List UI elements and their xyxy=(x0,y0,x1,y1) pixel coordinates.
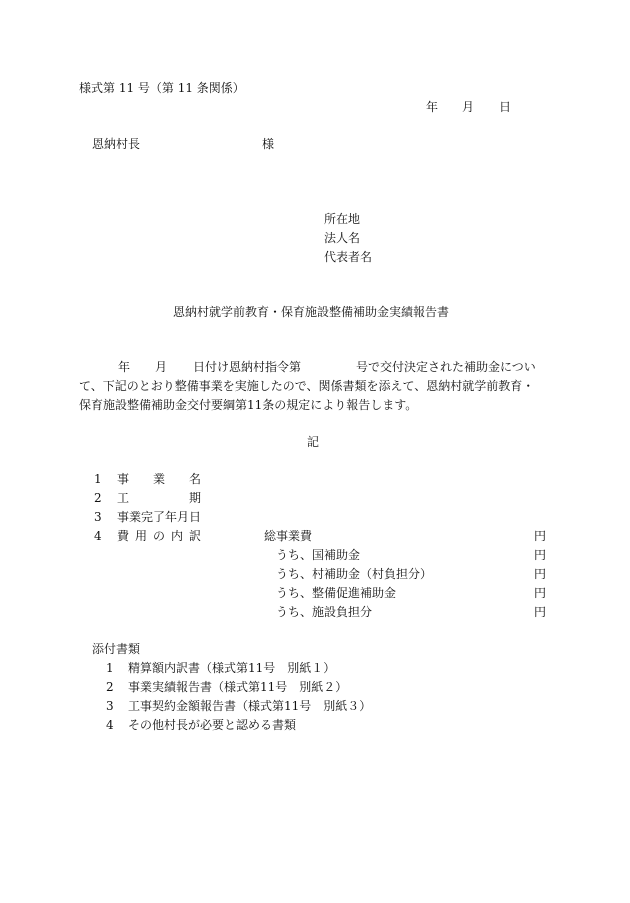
item-char: 用 xyxy=(135,529,148,543)
item-char: 工 xyxy=(117,491,130,505)
item-number: 4 xyxy=(94,529,102,543)
attachment-number: 3 xyxy=(106,699,114,713)
addressee-name: 恩納村長 xyxy=(92,137,141,151)
attachment-text: 精算額内訳書（様式第11号 別紙１） xyxy=(128,661,336,675)
body-year: 年 xyxy=(118,360,131,374)
cost-label: うち、村補助金（村負担分） xyxy=(276,567,433,581)
cost-unit: 円 xyxy=(534,586,547,600)
attachments-heading: 添付書類 xyxy=(92,642,141,656)
attachment-number: 1 xyxy=(106,661,114,675)
cost-label: うち、整備促進補助金 xyxy=(276,586,397,600)
item-char: 事 xyxy=(117,472,130,486)
cost-label: うち、国補助金 xyxy=(276,548,361,562)
item-char: 費 xyxy=(117,529,130,543)
cost-unit: 円 xyxy=(534,605,547,619)
body-line2: て、下記のとおり整備事業を実施したので、関係書類を添えて、恩納村就学前教育・ xyxy=(79,379,535,393)
ki-heading: 記 xyxy=(307,435,320,449)
item-char: 期 xyxy=(189,491,202,505)
item-number: 2 xyxy=(94,491,102,505)
item-number: 3 xyxy=(94,510,102,524)
cost-unit: 円 xyxy=(534,548,547,562)
body-line1-rest: 号で交付決定された補助金につい xyxy=(356,360,536,374)
item-char: 名 xyxy=(189,472,202,486)
form-number: 様式第 11 号（第 11 条関係） xyxy=(79,81,245,95)
item-char: 内 xyxy=(171,529,184,543)
date-year-label: 年 xyxy=(426,100,439,114)
item-char: 業 xyxy=(153,472,166,486)
cost-label: うち、施設負担分 xyxy=(276,605,373,619)
date-day-label: 日 xyxy=(499,100,512,114)
representative-label: 代表者名 xyxy=(324,250,373,264)
document-title: 恩納村就学前教育・保育施設整備補助金実績報告書 xyxy=(173,305,450,319)
attachment-number: 2 xyxy=(106,680,114,694)
body-date-ref: 日付け恩納村指令第 xyxy=(193,360,302,374)
cost-label: 総事業費 xyxy=(264,529,313,543)
body-line3: 保育施設整備補助金交付要綱第11条の規定により報告します。 xyxy=(79,398,418,412)
item-char: 訳 xyxy=(189,529,202,543)
corporation-label: 法人名 xyxy=(324,231,361,245)
attachment-text: 事業実績報告書（様式第11号 別紙２） xyxy=(128,680,348,694)
item-char: の xyxy=(153,529,166,543)
attachment-text: 工事契約金額報告書（様式第11号 別紙３） xyxy=(128,699,372,713)
addressee-honorific: 様 xyxy=(262,137,275,151)
attachment-text: その他村長が必要と認める書類 xyxy=(128,718,297,732)
body-month: 月 xyxy=(155,360,168,374)
item-number: 1 xyxy=(94,472,102,486)
attachment-number: 4 xyxy=(106,718,114,732)
item-label: 事業完了年月日 xyxy=(117,510,202,524)
date-month-label: 月 xyxy=(462,100,475,114)
cost-unit: 円 xyxy=(534,567,547,581)
address-label: 所在地 xyxy=(324,212,361,226)
cost-unit: 円 xyxy=(534,529,547,543)
